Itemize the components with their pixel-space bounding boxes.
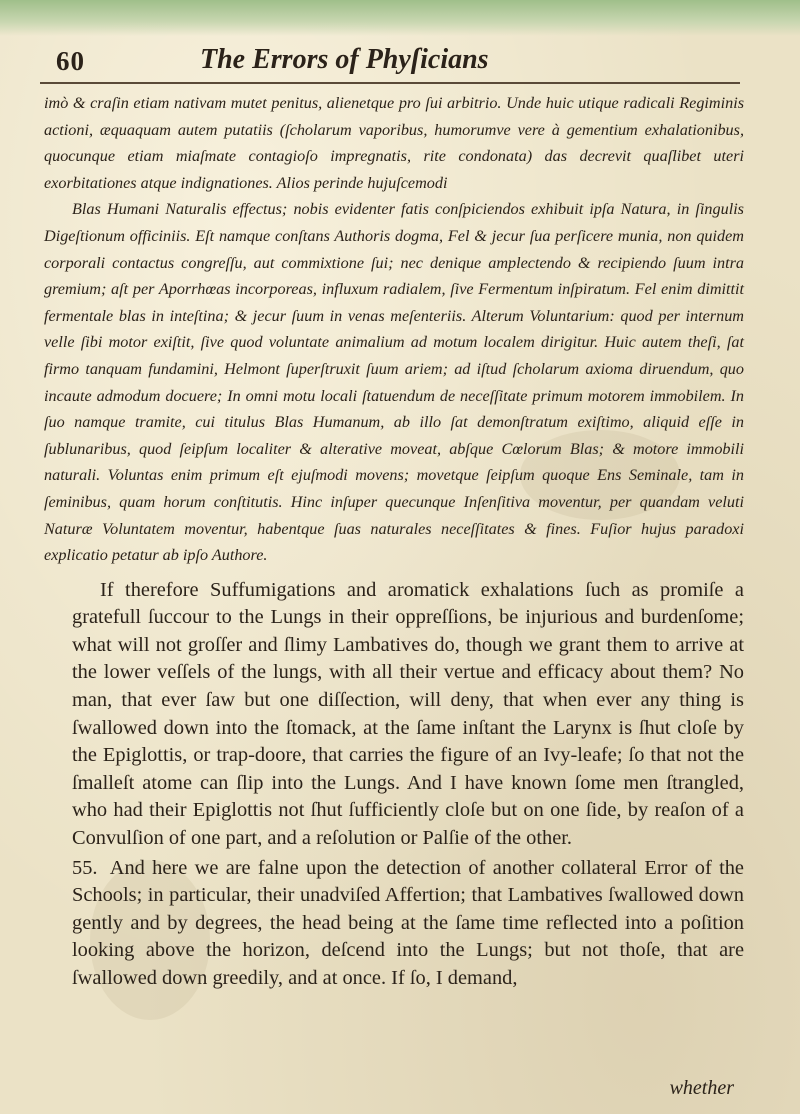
page-number: 60 <box>56 46 85 76</box>
latin-paragraph: Blas Humani Naturalis effectus; nobis evidenter fatis conſpiciendos exhibuit ipſa Natura, in ſingulis Digeſtionum officiniis. Eſt namque conſtans Authoris dogma, Fel & jecur ſua perſicere munia, non quidem corporali contactus congreſſu, aut commixtione ſui; nec denique amplectendo & recipiendo ſuum intra gremium; aſt per Aporrhœas incorporeas, influxum radialem, ſive Fermentum inſpiratum. Fel enim dimittit fermentale blas in inteſtina; & jecur ſuum in venas meſenteriis. Alterum Voluntarium: quod per internum velle ſibi motor exiſtit, ſive quod voluntate animalium ad motum localem dirigitur. Huic autem theſi, ſat firmo tanquam fundamini, Helmont ſuperſtruxit ſuum ariem; ad iſtud ſcholarum axioma diruendum, quo incaute admodum docuere; In omni motu locali ſtatuendum de neceſſitate primum motorem immobilem. In ſuo namque tramite, cui titulus Blas Humanum, ab illo ſat demonſtratum exiſtimo, aliquid eſſe in ſublunaribus, quod ſeipſum localiter & alterative moveat, abſque Cœlorum Blas; & motore immobili naturali. Voluntas enim primum eſt ejuſmodi movens; movetque ſeipſum quoque Ens Seminale, tam in ſeminibus, quam horum conſtitutis. Hinc inſuper quecunque Inſenſitiva moventur, per quandam veluti Naturæ Voluntatem moventur, habentque ſuas naturales neceſſitates & fines. Fuſior hujus paradoxi explicatio petatur ab ipſo Authore. <box>44 200 744 565</box>
section-number: 55. <box>72 856 98 879</box>
running-head: The Errors of Phyſicians <box>200 44 489 75</box>
page-header <box>40 38 745 80</box>
catchword: whether <box>669 1077 734 1099</box>
english-paragraph: If therefore Suffumigations and aromatick exhalations ſuch as promiſe a gratefull ſuccour to the Lungs in their oppreſſions, be injurious and burdenſome; what will not groſſer and ſlimy Lambatives do, though we grant them to arrive at the lower veſſels of the lungs, with all their vertue and efficacy about them? No man, that ever ſaw but one diſſection, will deny, that when ever any thing is ſwallowed down into the ſtomack, at the ſame inſtant the Larynx is ſhut cloſe by the Epiglottis, or trap-doore, that carries the figure of an Ivy-leafe; ſo that not the ſmalleſt atome can ſlip into the Lungs. And I have known ſome men ſtrangled, who had their Epiglottis not ſhut ſufficiently cloſe but on one ſide, by reaſon of a Convulſion of one part, and a reſolution or Palſie of the other. <box>72 578 744 850</box>
page-edge-shadow <box>0 0 800 36</box>
page-body <box>44 90 744 993</box>
english-text <box>72 577 744 993</box>
header-rule <box>40 82 740 84</box>
latin-paragraph: imò & craſin etiam nativam mutet penitus, alienetque pro ſui arbitrio. Unde huic utique radicali Regiminis actioni, æquaquam autem putatiis (ſcholarum vaporibus, humorumve vere à gementium exhalationibus, quocunque etiam miaſmate contagioſo impregnatis, rite condonata) das decrevit quaſlibet uteri exorbitationes atque indignationes. Alios perinde hujuſcemodi <box>44 94 744 192</box>
section-paragraph <box>72 855 744 993</box>
latin-note <box>44 90 744 569</box>
section-text: And here we are falne upon the detection of another collateral Error of the Schools; in particular, their unadviſed Affertion; that Lambatives ſwallowed down gently and by degrees, the head being at the ſame time reflected into a poſition looking above the horizon, deſcend into the Lungs; but not thoſe, that are ſwallowed down greedily, and at once. If ſo, I demand, <box>72 856 744 989</box>
